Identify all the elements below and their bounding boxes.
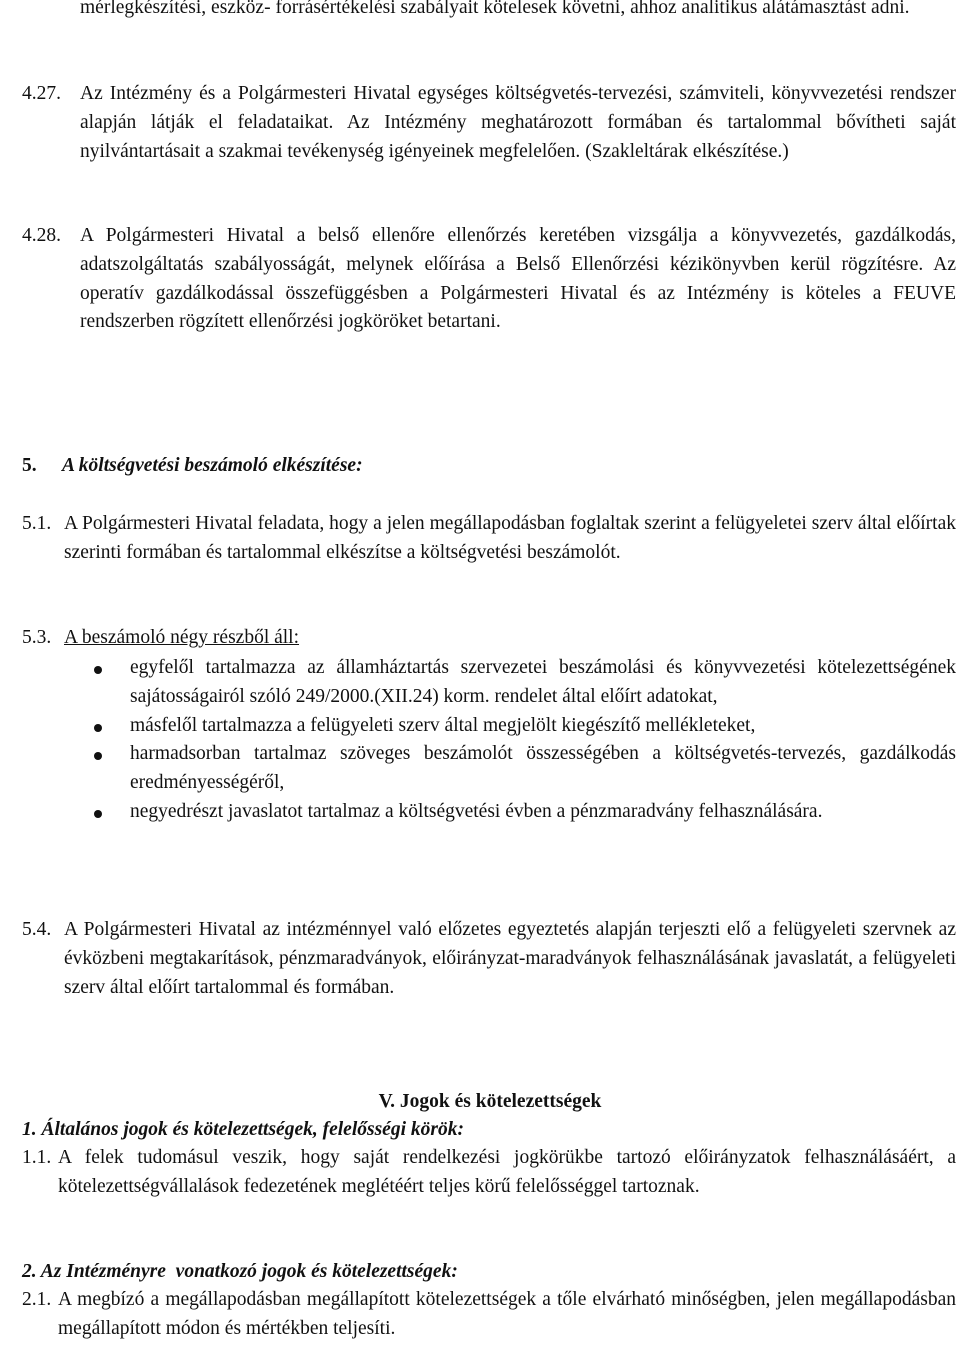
section-number: 4.27. — [22, 83, 61, 104]
bullet-icon — [66, 712, 130, 741]
section-5-1 — [22, 510, 956, 568]
heading-title: A költségvetési beszámoló elkészítése: — [62, 455, 363, 476]
list-item — [66, 654, 956, 712]
section-lead: A beszámoló négy részből áll: — [64, 627, 300, 648]
section-text: A Polgármesteri Hivatal feladata, hogy a jelen megállapodásban foglaltak szerint a felügyeletei szerv által előírtak szerinti formában és tartalommal elkészítse a költségvetési beszámolót. — [64, 513, 956, 563]
heading-5 — [22, 452, 956, 481]
list-item-text: másfelől tartalmazza a felügyeleti szerv által megjelölt kiegészítő mellékleteket, — [130, 714, 756, 736]
bullet-icon — [66, 740, 130, 798]
section-text: A felek tudomásul veszik, hogy saját rendelkezési jogkörükbe tartozó előirányzatok felhasználásáért, a kötelezettségvállalások fedezetének meglétéért teljes körű felelősséggel tartoznak. — [58, 1147, 956, 1197]
heading-1: 1. Általános jogok és kötelezettségek, felelősségi körök: — [22, 1119, 464, 1140]
section-2-1 — [22, 1286, 956, 1344]
section-5-3 — [22, 624, 956, 653]
bullet-icon — [66, 654, 130, 712]
list-item — [66, 740, 956, 798]
list-item-text: harmadsorban tartalmaz szöveges beszámolót összességében a költségvetés-tervezés, gazdálkodás eredményességéről, — [130, 743, 956, 794]
bullet-list — [66, 654, 956, 827]
section-1-1 — [22, 1144, 956, 1202]
list-item — [66, 798, 956, 827]
list-item-text: egyfelől tartalmazza az államháztartás szervezetei beszámolási és könyvvezetési kötelezettségének sajátosságairól szóló 249/2000.(XII.24) korm. rendelet által előírt adatokat, — [130, 657, 956, 707]
heading-2: 2. Az Intézményre vonatkozó jogok és kötelezettségek: — [22, 1261, 458, 1282]
section-number: 5.3. — [22, 627, 52, 648]
section-text: A megbízó a megállapodásban megállapított kötelezettségek a tőle elvárható minőségben, jelen megállapodásban megállapított módon és mértékben teljesíti. — [58, 1289, 956, 1339]
section-text: Az Intézmény és a Polgármesteri Hivatal egységes költségvetés-tervezési, számviteli, könyvvezetési rendszer alapján látják el feladataikat. Az Intézmény meghatározott formában és tartalommal bővítheti saját nyilvántartásait a szakmai tevékenység igényeinek megfelelően. (Szakleltárak elkészítése.) — [80, 83, 956, 162]
section-number: 5.4. — [22, 919, 52, 940]
section-4-27 — [22, 80, 956, 166]
section-number: 5.1. — [22, 513, 52, 534]
section-number: 2.1. — [22, 1289, 52, 1310]
list-item-text: negyedrészt javaslatot tartalmaz a költségvetési évben a pénzmaradvány felhasználására. — [130, 800, 823, 822]
bullet-icon — [66, 798, 130, 827]
section-number: 1.1. — [22, 1147, 52, 1168]
section-4-28 — [22, 222, 956, 337]
chapter-title: V. Jogok és kötelezettségek — [378, 1091, 602, 1112]
list-item — [66, 712, 956, 741]
section-5-4 — [22, 916, 956, 1002]
section-text: A Polgármesteri Hivatal az intézménnyel való előzetes egyeztetés alapján terjeszti elő a felügyeleti szervnek az évközbeni megtakarítások, pénzmaradványok, előirányzat-maradványok felhasználásának javaslatát, a felügyeleti szerv által előírt tartalommal és formában. — [64, 919, 956, 998]
section-text: A Polgármesteri Hivatal a belső ellenőre ellenőrzés keretében vizsgálja a könyvvezetés, gazdálkodás, adatszolgáltatás szabályosságát, melynek előírása a Belső Ellenőrzési kézikönyvben kerül rögzítésre. Az operatív gazdálkodással összefüggésben a Polgármesteri Hivatal és az Intézmény is köteles a FEUVE rendszerben rögzített ellenőrzési jogköröket betartani. — [80, 225, 956, 333]
intro-paragraph: mérlegkészítési, eszköz- forrásértékelési szabályait kötelesek követni, ahhoz analitikus alátámasztást adni. — [80, 0, 910, 18]
section-number: 4.28. — [22, 225, 61, 246]
heading-number: 5. — [22, 455, 37, 476]
